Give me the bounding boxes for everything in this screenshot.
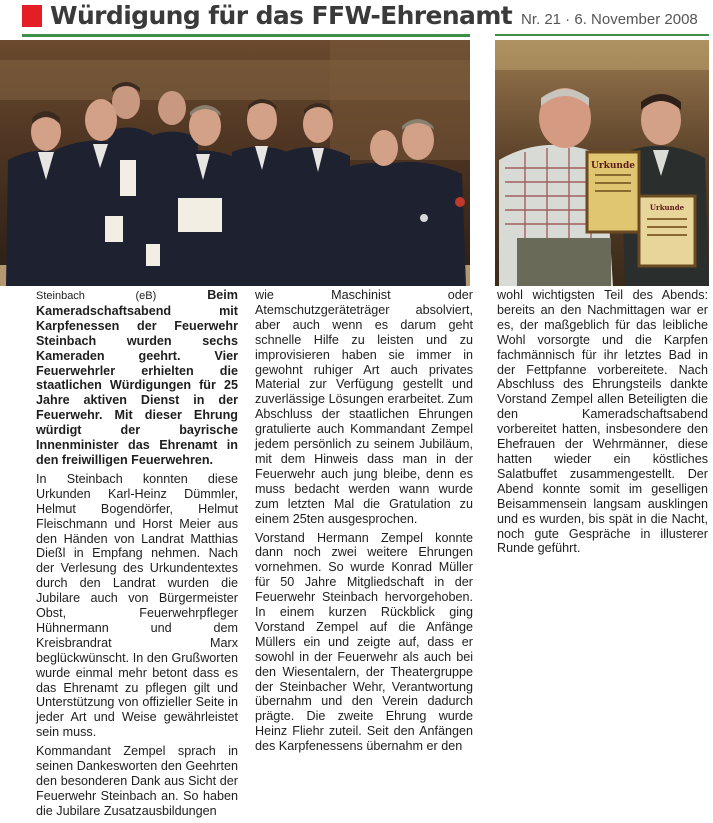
paragraph: Vorstand Hermann Zempel konnte dann noch zwei weitere Ehrungen vornehmen. So wurde Konrad Müller für 50 Jahre Mitgliedschaft in der Feuerwehr Steinbach hervorgehoben. In einem kurzen Rückblick ging Vorstand Zempel auf die Anfänge Müllers ein und zeigte auf, dass er sowohl in der Feuerwehr als auch bei den Wiesentalern, der Theatergruppe der Steinbacher Wehr, Verantwortung übernahm und den Verein dadurch prägte. Die zweite Ehrung wurde Heinz Fliehr zuteil. Seit den Anfängen des Karpfenessens übernahm er den — [255, 530, 473, 754]
headline-rule — [22, 34, 470, 37]
section-marker — [22, 5, 42, 27]
paragraph: wohl wichtigsten Teil des Abends: bereits an den Nachmittagen war er es, der maßgeblich für das leibliche Wohl vorsorgte und die Karpfen fachmännisch für ihr letztes Bad in der Fettpfanne vorbereitete. Nach Abschluss des Ehrungsteils dankte Vorstand Zempel allen Beteiligten die den Kameradschaftsabend vorbereitet hatten, insbesondere den Ehefrauen der Wehrmänner, diese hatten wieder ein köstliches Salatbuffet zusammengestellt. Der Abend konnte somit im geselligen Beisammensein langsam ausklingen und es wurden, bis spät in die Nacht, noch gute Gespräche in illusterer Runde geführt. — [497, 288, 708, 556]
paragraph: Kommandant Zempel sprach in seinen Dankesworten den Geehrten den besonderen Dank aus Sicht der Feuerwehr Steinbach an. So haben die Jubilare Zusatzausbildungen — [36, 744, 238, 818]
column-2 — [255, 288, 473, 758]
column-1 — [36, 288, 238, 823]
issue-rule — [495, 34, 709, 36]
paragraph: wie Maschinist oder Atemschutzgeräteträger absolviert, aber auch wenn es darum geht schnelle Hilfe zu leisten und zu improvisieren haben sie immer in gewohnt ruhiger Art auch privates Material zur Verfügung gestellt und zuverlässige Lösungen erarbeitet. Zum Abschluss der staatlichen Ehrungen gratulierte auch Kommandant Zempel jedem persönlich zu seinem Jubiläum, mit dem Hinweis dass man in der Feuerwehr auch jung bleibe, denn es muss bedacht werden wann wurde zum letzten Mal die Gratulation zu einem 25ten ausgesprochen. — [255, 288, 473, 526]
lead-text: Beim Kameradschaftsabend mit Karpfenessen der Feuerwehr Steinbach wurden sechs Kameraden geehrt. Vier Feuerwehrler erhielten die staatlichen Würdigungen für 25 Jahre aktiven Dienst in der Feuerwehr. Mit dieser Ehrung würdigt der bayrische Innenminister das Ehrenamt in den freiwilligen Feuerwehren. — [36, 288, 238, 467]
certificate-label: Urkunde — [591, 161, 635, 171]
dateline: Steinbach (eB) — [36, 290, 157, 302]
group-photo-illustration — [0, 40, 470, 286]
lead-paragraph — [36, 288, 238, 468]
honor-photo-illustration — [495, 40, 709, 286]
column-3 — [497, 288, 708, 560]
honor-photo — [495, 40, 709, 286]
certificate-label-2: Urkunde — [649, 203, 685, 212]
paragraph: In Steinbach konnten diese Urkunden Karl-Heinz Dümmler, Helmut Bogendörfer, Helmut Fleischmann und Horst Meier aus den Händen von Landrat Matthias Dießl in Empfang nehmen. Nach der Verlesung des Urkundentextes durch den Landrat wurden die Jubilare auch von Bürgermeister Obst, Feuerwehrpfleger Hühnermann und dem Kreisbrandrat Marx beglückwünscht. In den Grußworten wurde einmal mehr betont dass es das Ehrenamt zu pflegen gilt und Unterstützung von offizieller Seite in jeder Art und Weise gewährleistet sein muss. — [36, 471, 238, 740]
issue-date: Nr. 21 · 6. November 2008 — [521, 11, 698, 28]
group-photo — [0, 40, 470, 286]
article-header — [0, 0, 713, 40]
headline: Würdigung für das FFW-Ehrenamt — [50, 1, 513, 30]
